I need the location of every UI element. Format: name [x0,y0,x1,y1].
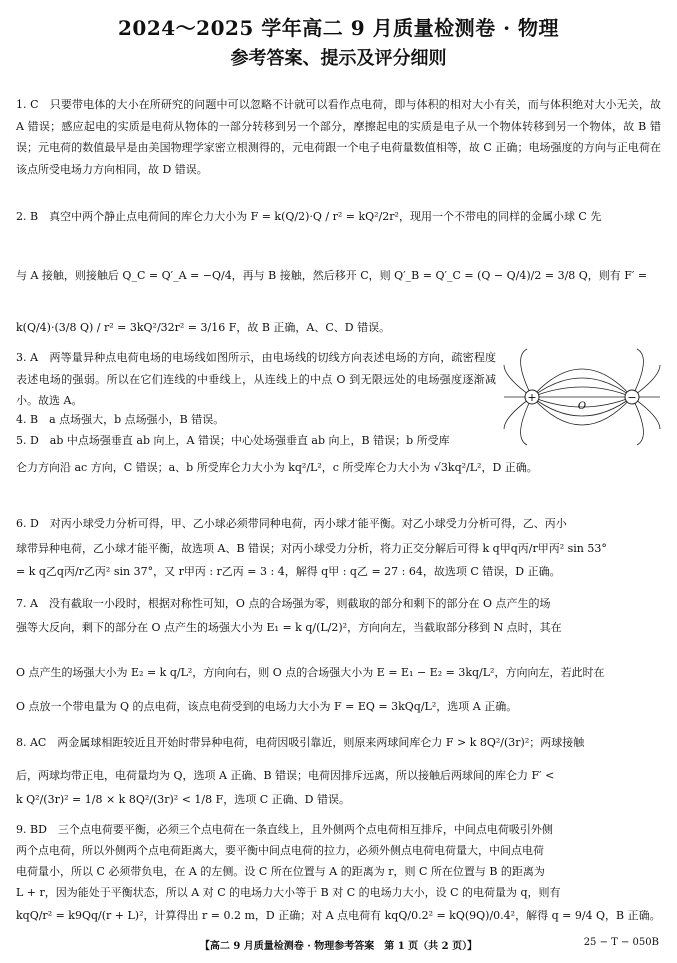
answer-8-line-1: 8. AC 两金属球相距较近且开始时带异种电荷，电荷因吸引靠近，则原来两球间库仑力 F > k 8Q²/(3r)²；两球接触 [16,736,585,749]
answer-9-line-1: 9. BD 三个点电荷要平衡，必须三个点电荷在一条直线上，且外侧两个点电荷相互排斥，中间点电荷吸引外侧 [16,823,553,836]
answer-6-line-2: 球带异种电荷，乙小球才能平衡，故选项 A、B 错误；对丙小球受力分析，将力正交分解后可得 k q甲q丙/r甲丙² sin 53° [16,542,607,555]
answer-2-line-2: 与 A 接触，则接触后 Q_C = Q′_A = −Q/4，再与 B 接触，然后移开 C，则 Q′_B = Q′_C = (Q − Q/4)/2 = 3/8 Q，则有 F′ = [16,269,648,282]
answer-7-line-4: O 点放一个带电量为 Q 的点电荷，该点电荷受到的电场力大小为 F = EQ = 3kQq/L²，选项 A 正确。 [16,700,518,713]
answer-7-line-2: 强等大反向，剩下的部分在 O 点产生的场强大小为 E₁ = k q/(L/2)²，方向向左，当截取部分移到 N 点时，其在 [16,621,562,634]
answer-5-line-2: 仑力方向沿 ac 方向，C 错误；a、b 所受库仑力大小为 kq²/L²，c 所受库仑力大小为 √3kq²/L²，D 正确。 [16,461,538,474]
footer-page-info: 【高二 9 月质量检测卷 · 物理参考答案 第 1 页（共 2 页）】 [199,941,478,952]
answer-6-line-1: 6. D 对丙小球受力分析可得，甲、乙小球必须带同种电荷，丙小球才能平衡。对乙小球受力分析可得，乙、丙小 [16,517,567,530]
answer-3: 3. A 两等量异种点电荷电场的电场线如图所示，由电场线的切线方向表述电场的方向，疏密程度表述电场的强弱。所以在它们连线的中垂线上，从连线上的中点 O 到无限远处的电场强度逐渐减小。故选 A。 [16,351,496,408]
answer-5-line-1: 5. D ab 中点场强垂直 ab 向上，A 错误；中心处场强垂直 ab 向上，B 错误；b 所受库 [16,434,450,447]
page-subtitle: 参考答案、提示及评分细则 [230,48,447,69]
electric-field-diagram [502,347,662,447]
answer-7-line-1: 7. A 没有截取一小段时，根据对称性可知，O 点的合场强为零，则截取的部分和剩下的部分在 O 点产生的场 [16,597,551,610]
answer-7-line-3: O 点产生的场强大小为 E₂ = k q/L²，方向向右，则 O 点的合场强大小为 E = E₁ − E₂ = 3kq/L²，方向向左，若此时在 [16,666,605,679]
minus-label: − [627,391,637,404]
answer-8-line-3: k Q²/(3r)² = 1/8 × k 8Q²/(3r)² < 1/8 F，选项 C 正确、D 错误。 [16,793,350,806]
answer-9-line-4: L + r，因为能处于平衡状态，所以 A 对 C 的电场力大小等于 B 对 C 的电场力大小，设 C 的电荷量为 q，则有 [16,886,561,899]
answer-1: 1. C 只要带电体的大小在所研究的问题中可以忽略不计就可以看作点电荷，即与体积的相对大小有关，而与体积绝对大小无关，故 A 错误；感应起电的实质是电荷从物体的一部分转移到另一个部分，摩擦起电的实质是电子从一个物体转移到另一个物体，故 B 错误；元电荷的数值最早是由美国物理学家密立根测得的，元电荷跟一个电子电荷量数值相等，故 C 正确；电场强度的方向与正电荷在该点所受电场力方向相同，故 D 错误。 [16,98,661,176]
o-label: O [577,401,587,412]
plus-label: + [527,391,537,404]
answer-9-line-2: 两个点电荷，所以外侧两个点电荷距离大，要平衡中间点电荷的拉力，必须外侧点电荷电荷量大，中间点电荷 [16,844,544,857]
answer-2-line-1: 2. B 真空中两个静止点电荷间的库仑力大小为 F = k(Q/2)·Q / r² = kQ²/2r²，现用一个不带电的同样的金属小球 C 先 [16,210,602,223]
answer-6-line-3: = k q乙q丙/r乙丙² sin 37°，又 r甲丙 : r乙丙 = 3 : 4，解得 q甲 : q乙 = 27 : 64，故选项 C 错误，D 正确。 [16,565,561,578]
answer-9-line-5: kqQ/r² = k9Qq/(r + L)²，计算得出 r = 0.2 m，D 正确；对 A 点电荷有 kqQ/0.2² = kQ(9Q)/0.4²，解得 q = 9/4 Q，B 正确。 [16,909,661,922]
footer-code: 25 − T − 050B [583,937,659,948]
answer-4: 4. B a 点场强大，b 点场强小，B 错误。 [16,413,225,426]
page-title: 2024～2025 学年高二 9 月质量检测卷 · 物理 [117,16,560,40]
answer-9-line-3: 电荷量小，所以 C 必须带负电，在 A 的左侧。设 C 所在位置与 A 的距离为 r，则 C 所在位置与 B 的距离为 [16,865,545,878]
answer-2-line-3: k(Q/4)·(3/8 Q) / r² = 3kQ²/32r² = 3/16 F，故 B 正确，A、C、D 错误。 [16,321,391,334]
answer-8-line-2: 后，两球均带正电，电荷量均为 Q，选项 A 正确、B 错误；电荷因排斥远离，所以接触后两球间的库仑力 F′ < [16,769,555,782]
